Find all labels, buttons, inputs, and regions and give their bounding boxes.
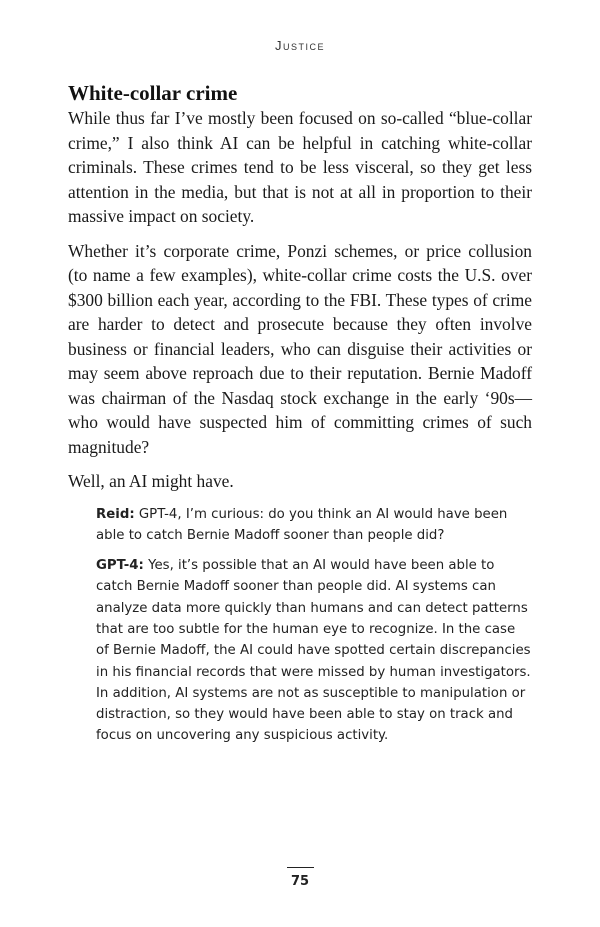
page-number: 75	[290, 874, 310, 889]
dialogue-block	[96, 504, 532, 747]
page-number-rule	[287, 867, 314, 868]
speaker-label: GPT-4:	[96, 558, 144, 574]
section-heading: White-collar crime	[68, 81, 238, 105]
dialogue-text: GPT-4, I’m curious: do you think an AI would have been able to catch Bernie Madoff sooner than people did?	[96, 506, 508, 543]
body-paragraph: Well, an AI might have.	[68, 471, 234, 491]
dialogue-entry-gpt4	[96, 555, 532, 747]
dialogue-text: Yes, it’s possible that an AI would have been able to catch Bernie Madoff sooner than people did. AI systems can analyze data more quickly than humans and can detect patterns that are too subtle for the human eye to recognize. In the case of Bernie Madoff, the AI could have spotted certain discrepancies in his financial records that were missed by human investigators. In addition, AI systems are not as susceptible to manipulation or distraction, so they would have been able to stay on track and focus on uncovering any suspicious activity.	[96, 558, 531, 744]
running-head: Justice	[274, 38, 325, 53]
body-paragraph: While thus far I’ve mostly been focused on so-called “blue-collar crime,” I also think AI can be helpful in catching white-collar criminals. These crimes tend to be less visceral, so they get less attention in the media, but that is not at all in proportion to their massive impact on society.	[68, 108, 532, 226]
body-paragraph: Whether it’s corporate crime, Ponzi schemes, or price collusion (to name a few examples), white-collar crime costs the U.S. over $300 billion each year, according to the FBI. These types of crime are harder to detect and prosecute because they often involve business or financial leaders, who can disguise their activities or may seem above reproach due to their reputation. Bernie Madoff was chairman of the Nasdaq stock exchange in the early ‘90s—who would have suspected him of committing crimes of such magnitude?	[68, 240, 532, 457]
page-content	[68, 80, 532, 756]
dialogue-entry-reid	[96, 504, 532, 547]
speaker-label: Reid:	[96, 506, 135, 522]
